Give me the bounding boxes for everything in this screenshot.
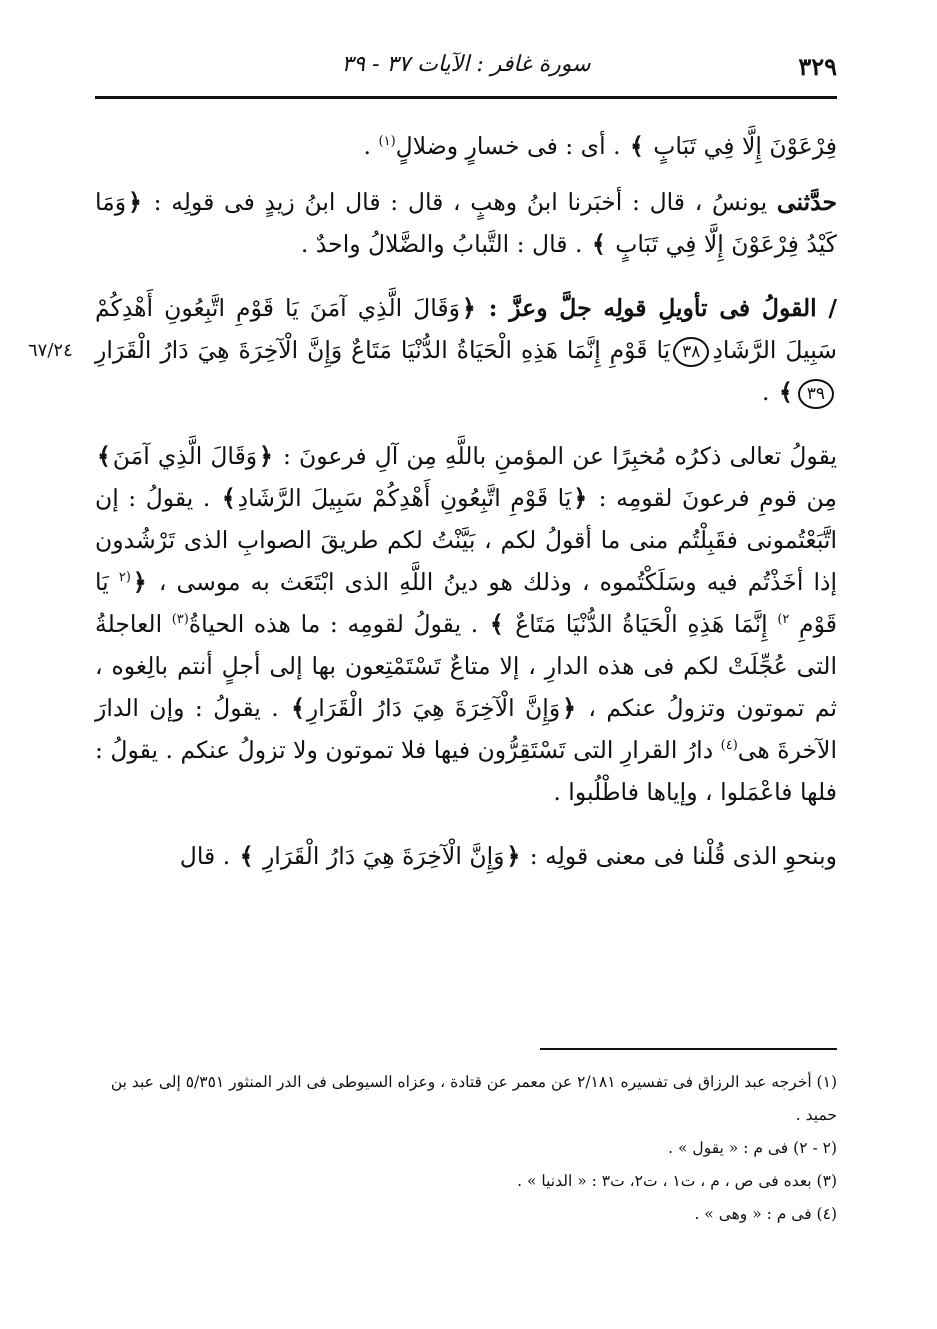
- page-number: ٣٢٩: [798, 52, 837, 81]
- commentary-text: . يقولُ لقومِه : ما هذه الحياةُ: [188, 610, 479, 638]
- commentary-text: . يقولُ : وإن الدارَ الآخرةَ هى: [95, 694, 837, 764]
- commentary-text: يونسُ ، قال : أخبَرنا ابنُ وهبٍ ، قال : قال ابنُ زيدٍ فى قولِه :: [153, 188, 768, 216]
- footnote-marker: ٢): [777, 612, 790, 628]
- commentary-text: العاجلةُ التى عُجِّلَتْ لكم فى هذه الدارِ ، إلا متاعٌ تَسْتَمْتِعون بها إلى أجلٍ أنتم بالِغوه ، ثم تموتون وتزولُ عنكم ،: [95, 610, 838, 722]
- footnote-marker: (٤): [720, 738, 738, 754]
- footnote-2: (٢ - ٢) فى م : « يقول » .: [668, 1139, 837, 1157]
- footnotes: [95, 1066, 837, 1231]
- commentary-text: . يقولُ : إن اتَّبَعْتُمونى فقَبِلْتُم منى ما أقولُ لكم ، بَيَّنْتُ لكم طريقَ الصوابِ الذى تَرْشُدون إذا أخَذْتُم فيه وسَلَكْتُموه ، وذلك هو دينُ اللَّهِ الذى ابْتَعَث به موسى ،: [95, 484, 837, 596]
- quran-verse: ﴿وَإِنَّ الْآخِرَةَ هِيَ دَارُ الْقَرَارِ﴾: [291, 694, 576, 722]
- footnote-3: (٣) بعده فى ص ، م ، ت١ ، ت٢، ت٣ : « الدنيا » .: [517, 1172, 837, 1190]
- paragraph-1: فِرْعَوْنَ إِلَّا فِي تَبَابٍ ﴾ . أى : فى خسارٍ وضلالٍ$^{(١)}$ .: [363, 132, 837, 160]
- footnote-marker: (٣): [171, 612, 189, 628]
- quran-verse: ﴿$^{(٢}$ يَا قَوْمِ $^{٢)}$ إِنَّمَا هَذِهِ الْحَيَاةُ الدُّنْيَا مَتَاعٌ ﴾: [95, 568, 837, 638]
- main-text: [95, 125, 837, 877]
- commentary-text: يقولُ تعالى ذكرُه مُخبِرًا عن المؤمنِ باللَّهِ مِن آلِ فرعونَ :: [283, 442, 838, 470]
- commentary-text: مِن قومِ فرعونَ لقومِه :: [598, 484, 837, 512]
- paragraph-3: / القولُ فى تأويلِ قولِه جلَّ وعزَّ : ﴿وَقَالَ الَّذِي آمَنَ يَا قَوْمِ اتَّبِعُونِ أَهْدِكُمْ سَبِيلَ الرَّشَادِ٣٨يَا قَوْمِ إِنَّمَا هَذِهِ الْحَيَاةُ الدُّنْيَا مَتَاعٌ وَإِنَّ الْآخِرَةَ هِيَ دَارُ الْقَرَارِ٣٩﴾ .: [95, 287, 837, 413]
- header-rule: [95, 96, 837, 99]
- footnote-1: (١) أخرجه عبد الرزاق فى تفسيره ٢/١٨١ عن معمر عن قتادة ، وعزاه السيوطى فى الدر المنثور ٥/٣٥١ إلى عبد بن حميد .: [110, 1073, 837, 1124]
- footnote-separator: [540, 1048, 837, 1050]
- narration-lead: حدَّثنى: [776, 188, 837, 216]
- quran-verse: ﴿وَمَا كَيْدُ فِرْعَوْنَ إِلَّا فِي تَبَابٍ ﴾: [95, 188, 837, 258]
- commentary-text: وبنحوِ الذى قُلْنا فى معنى قولِه :: [529, 842, 837, 870]
- commentary-text: دارُ القرارِ التى تَسْتَقِرُّون فيها فلا تموتون ولا تزولُ عنكم . يقولُ : فلها فاعْمَلوا ، وإياها فاطْلُبوا .: [95, 736, 837, 806]
- quran-verse: ﴿يَا قَوْمِ اتَّبِعُونِ أَهْدِكُمْ سَبِيلَ الرَّشَادِ﴾: [221, 484, 588, 512]
- running-title: سورة غافر : الآيات ٣٧ - ٣٩: [341, 52, 591, 77]
- quran-verse: ﴿وَقَالَ الَّذِي آمَنَ﴾: [97, 442, 273, 470]
- ornate-bracket-close: ﴾: [630, 132, 644, 160]
- paragraph-4: [95, 435, 837, 813]
- margin-reference: ٦٧/٢٤: [28, 340, 73, 361]
- quran-verse: ﴿وَقَالَ الَّذِي آمَنَ يَا قَوْمِ اتَّبِعُونِ أَهْدِكُمْ سَبِيلَ الرَّشَادِ٣٨يَا قَوْمِ إِنَّمَا هَذِهِ الْحَيَاةُ الدُّنْيَا مَتَاعٌ وَإِنَّ الْآخِرَةَ هِيَ دَارُ الْقَرَارِ٣٩﴾: [95, 294, 837, 406]
- page-header: [95, 48, 837, 92]
- paragraph-2: [95, 181, 837, 265]
- quran-verse: فِرْعَوْنَ إِلَّا فِي تَبَابٍ ﴾: [630, 132, 837, 160]
- section-heading: / القولُ فى تأويلِ قولِه جلَّ وعزَّ :: [488, 294, 837, 322]
- quran-verse: ﴿وَإِنَّ الْآخِرَةَ هِيَ دَارُ الْقَرَارِ ﴾: [239, 842, 521, 870]
- footnote-marker: (٢: [118, 570, 131, 586]
- paragraph-5: وبنحوِ الذى قُلْنا فى معنى قولِه : ﴿وَإِنَّ الْآخِرَةَ هِيَ دَارُ الْقَرَارِ ﴾ . قال: [179, 842, 837, 870]
- footnote-marker: (١): [378, 134, 396, 150]
- ayah-number-38: ٣٨: [673, 337, 709, 367]
- footnote-4: (٤) فى م : « وهى » .: [694, 1205, 837, 1223]
- commentary-text: . أى : فى خسارٍ وضلالٍ: [395, 132, 621, 160]
- ayah-number-39: ٣٩: [798, 379, 834, 409]
- commentary-text: . قال : التَّبابُ والضَّلالُ واحدٌ .: [300, 230, 583, 258]
